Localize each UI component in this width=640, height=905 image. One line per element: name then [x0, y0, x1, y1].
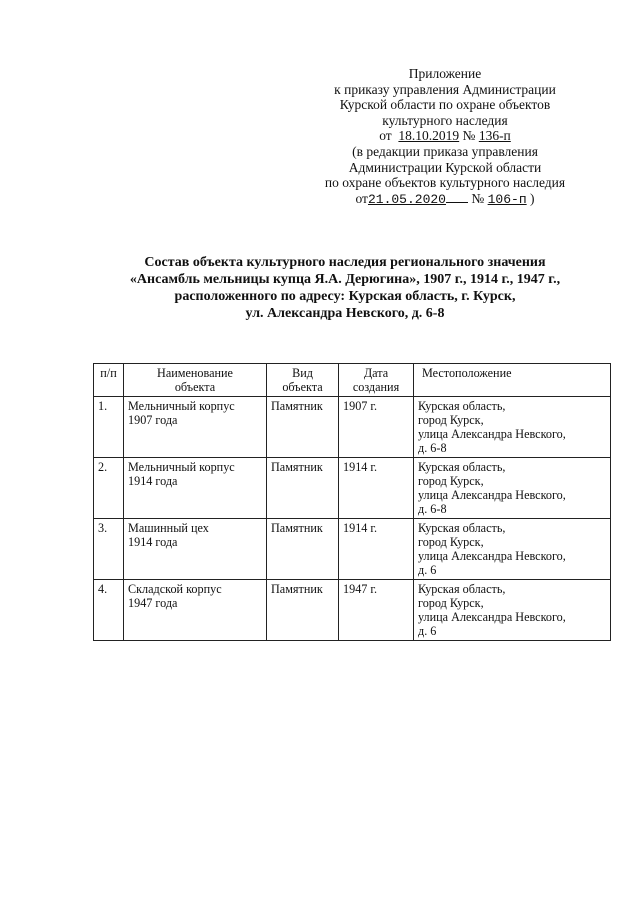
cell-num: 4. — [94, 580, 124, 641]
order-date-line — [300, 128, 590, 144]
revision-number-label: № — [471, 190, 485, 206]
cell-location: Курская область, город Курск, улица Александра Невского, д. 6-8 — [414, 458, 611, 519]
table-header-row — [94, 364, 611, 397]
header-num: п/п — [94, 364, 124, 397]
revision-date: 21.05.2020 — [368, 192, 468, 207]
cell-type: Памятник — [267, 580, 339, 641]
appendix-line: Администрации Курской области — [348, 159, 542, 175]
cell-name: Машинный цех 1914 года — [124, 519, 267, 580]
title-line: ул. Александра Невского, д. 6-8 — [245, 306, 445, 321]
header-type: Вид объекта — [267, 364, 339, 397]
cell-date: 1914 г. — [339, 519, 414, 580]
cell-num: 1. — [94, 397, 124, 458]
cell-location: Курская область, город Курск, улица Александра Невского, д. 6-8 — [414, 397, 611, 458]
table-row — [94, 519, 611, 580]
objects-table — [93, 363, 611, 641]
cell-location: Курская область, город Курск, улица Александра Невского, д. 6 — [414, 519, 611, 580]
table-row — [94, 580, 611, 641]
revision-number: 106-п — [487, 191, 527, 207]
cell-type: Памятник — [267, 458, 339, 519]
appendix-line: (в редакции приказа управления — [352, 143, 538, 159]
title-line: расположенного по адресу: Курская область, г. Курск, — [174, 289, 516, 304]
cell-date: 1907 г. — [339, 397, 414, 458]
cell-date: 1947 г. — [339, 580, 414, 641]
cell-type: Памятник — [267, 397, 339, 458]
cell-date: 1914 г. — [339, 458, 414, 519]
title-line: Состав объекта культурного наследия регионального значения — [144, 255, 546, 270]
cell-num: 2. — [94, 458, 124, 519]
cell-num: 3. — [94, 519, 124, 580]
cell-name: Мельничный корпус 1907 года — [124, 397, 267, 458]
appendix-block — [300, 66, 590, 207]
cell-location: Курская область, город Курск, улица Александра Невского, д. 6 — [414, 580, 611, 641]
header-date: Дата создания — [339, 364, 414, 397]
order-number: 136-п — [478, 128, 511, 144]
cell-name: Мельничный корпус 1914 года — [124, 458, 267, 519]
header-name: Наименование объекта — [124, 364, 267, 397]
appendix-line: Курской области по охране объектов — [339, 97, 551, 113]
title-line: «Ансамбль мельницы купца Я.А. Дерюгина», 1907 г., 1914 г., 1947 г., — [129, 272, 561, 287]
order-date: 18.10.2019 — [398, 128, 460, 144]
appendix-line: к приказу управления Администрации — [334, 81, 556, 97]
cell-type: Памятник — [267, 519, 339, 580]
revision-date-prefix: от — [355, 190, 368, 206]
header-location: Местоположение — [414, 364, 611, 397]
revision-close-paren: ) — [530, 190, 535, 206]
table-row — [94, 458, 611, 519]
appendix-heading: Приложение — [408, 66, 482, 81]
appendix-line: по охране объектов культурного наследия — [324, 175, 566, 191]
revision-date-line — [300, 191, 590, 208]
appendix-line: культурного наследия — [382, 112, 508, 128]
document-title — [60, 254, 630, 322]
order-date-prefix: от — [379, 128, 392, 144]
cell-name: Складской корпус 1947 года — [124, 580, 267, 641]
order-number-label: № — [462, 128, 476, 144]
table-row — [94, 397, 611, 458]
